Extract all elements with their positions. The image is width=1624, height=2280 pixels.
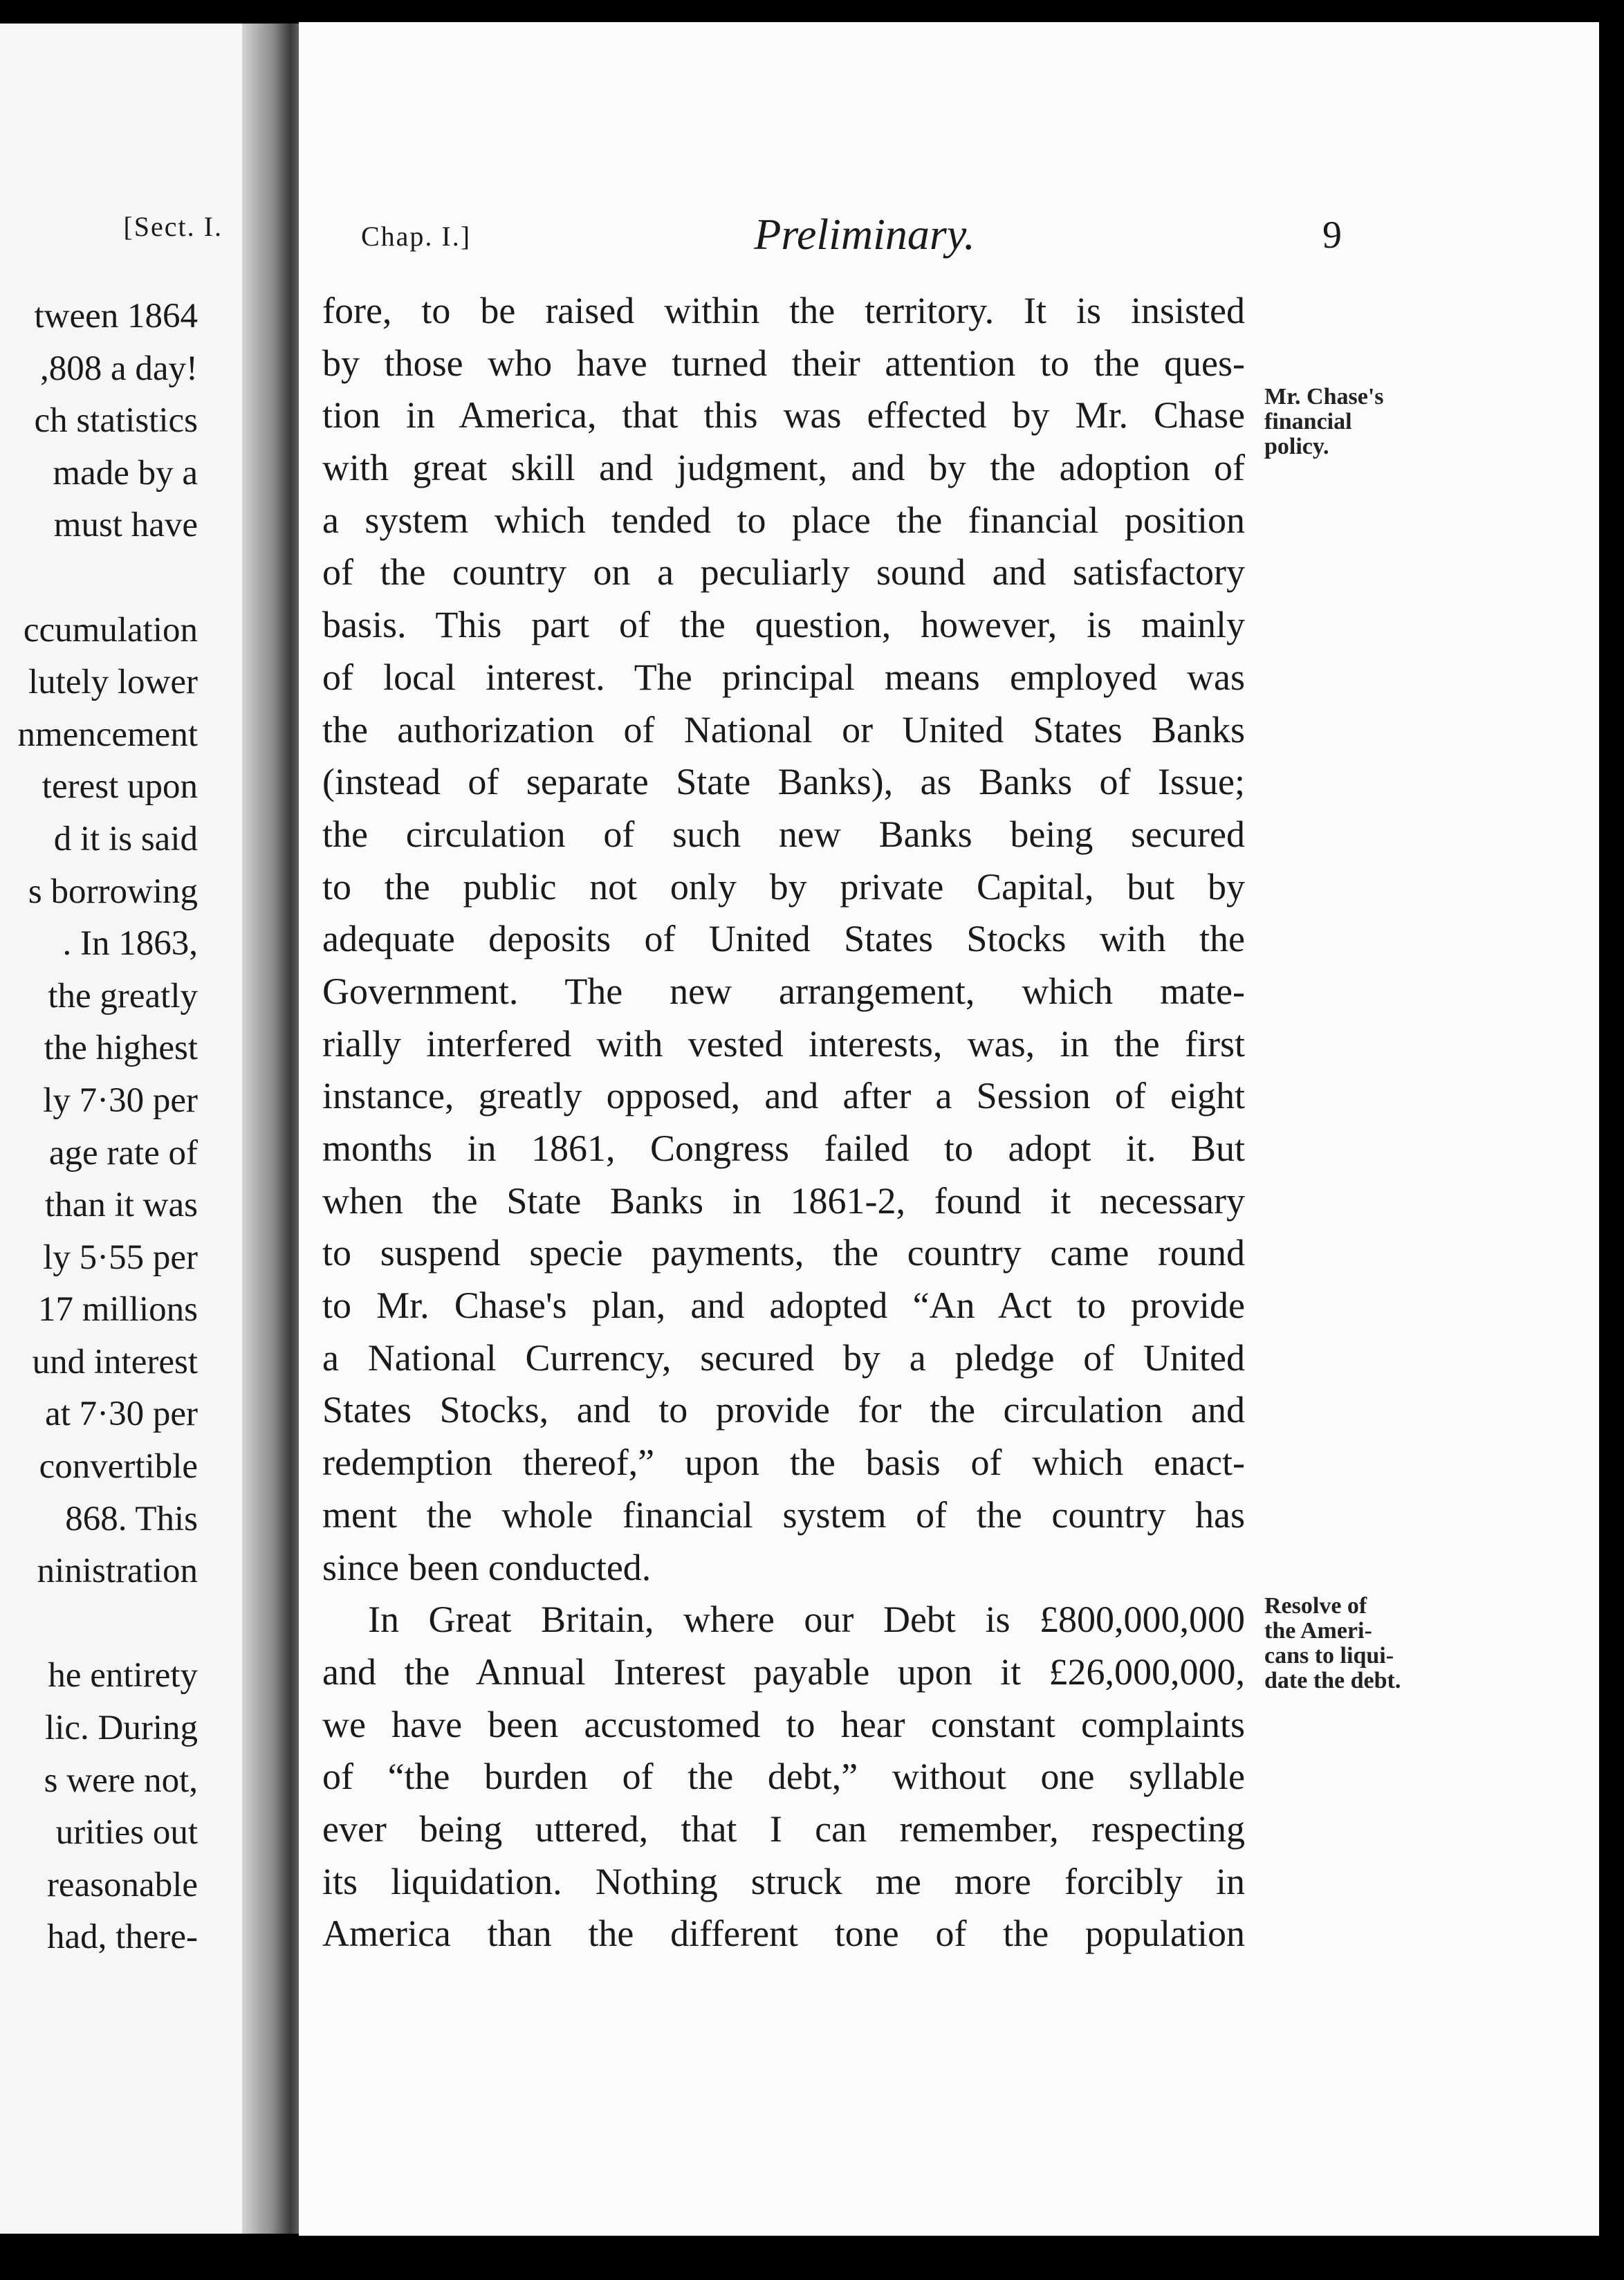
text-line: since been conducted. (322, 1546, 652, 1588)
left-line: s were not, (44, 1760, 198, 1800)
text-line: of “the burden of the debt,” without one syllable (322, 1756, 1245, 1798)
left-line: ccumulation (23, 610, 198, 650)
text-line: In Great Britain, where our Debt is £800,000,000 (368, 1599, 1245, 1641)
text-line: rially interfered with vested interests, was, in the first (322, 1022, 1245, 1065)
left-line: must have (53, 506, 198, 545)
text-line: we have been accustomed to hear constant complaints (322, 1703, 1245, 1745)
marginal-note-line: Mr. Chase's (1264, 384, 1384, 410)
left-line: . In 1863, (62, 924, 198, 964)
left-line: lutely lower (28, 663, 198, 702)
left-line: urities out (55, 1813, 198, 1852)
left-line: ,808 a day! (39, 349, 198, 388)
chapter-label: Chap. I.] (361, 221, 472, 252)
left-line: made by a (53, 453, 198, 493)
text-line: basis. This part of the question, however, is mainly (322, 604, 1245, 646)
text-line: adequate deposits of United States Stocks with the (322, 918, 1245, 960)
text-line: (instead of separate State Banks), as Banks of Issue; (322, 761, 1245, 803)
left-line: terest upon (41, 767, 198, 807)
body-text (322, 285, 1245, 1960)
text-line: to the public not only by private Capital, but by (322, 865, 1245, 908)
text-line: States Stocks, and to provide for the circulation and (322, 1389, 1245, 1431)
marginal-note-line: policy. (1264, 434, 1329, 459)
left-line: than it was (45, 1186, 198, 1225)
left-line: reasonable (46, 1865, 198, 1904)
left-line: the highest (44, 1029, 198, 1068)
text-line: of the country on a peculiarly sound and satisfactory (322, 551, 1245, 594)
left-line: 17 millions (38, 1290, 198, 1330)
left-line: ch statistics (34, 401, 198, 441)
marginal-note-line: Resolve of (1264, 1593, 1367, 1619)
left-line: d it is said (53, 819, 198, 858)
left-line (0, 1598, 198, 1651)
left-line: ly 7·30 per (43, 1081, 198, 1120)
text-line: tion in America, that this was effected by Mr. Chase (322, 394, 1245, 436)
left-line: tween 1864 (34, 297, 198, 335)
text-line: by those who have turned their attention to the ques- (322, 342, 1245, 384)
marginal-note-resolve-debt (1264, 1594, 1401, 1693)
text-line: of local interest. The principal means employed was (322, 656, 1245, 698)
text-line: instance, greatly opposed, and after a Session of eight (322, 1075, 1245, 1117)
text-line: redemption thereof,” upon the basis of which enact- (322, 1442, 1245, 1484)
left-line: ninistration (37, 1552, 198, 1591)
text-line: when the State Banks in 1861-2, found it necessary (322, 1179, 1245, 1222)
marginal-note-line: date the debt. (1264, 1668, 1401, 1693)
left-line: s borrowing (28, 872, 198, 911)
text-line: to suspend specie payments, the country came round (322, 1232, 1245, 1274)
marginal-note-chase-policy (1264, 385, 1384, 459)
text-line: months in 1861, Congress failed to adopt it. But (322, 1128, 1245, 1169)
left-line: 868. This (65, 1499, 198, 1538)
left-line (0, 552, 198, 605)
marginal-note-line: the Ameri- (1264, 1618, 1372, 1644)
text-line: Government. The new arrangement, which mate- (322, 970, 1245, 1012)
left-line: lic. During (45, 1709, 198, 1748)
text-line: ever being uttered, that I can remember, respecting (322, 1808, 1245, 1850)
left-line: ly 5·55 per (43, 1238, 198, 1277)
text-line: a National Currency, secured by a pledge of United (322, 1336, 1245, 1379)
text-line: fore, to be raised within the territory. It is insisted (322, 290, 1245, 331)
text-line: the circulation of such new Banks being secured (322, 813, 1245, 855)
left-line: at 7·30 per (45, 1395, 198, 1434)
left-line: convertible (39, 1447, 198, 1487)
left-page-text (0, 291, 198, 1964)
marginal-note-line: cans to liqui- (1264, 1643, 1394, 1668)
left-line: age rate of (48, 1133, 198, 1173)
left-line: had, there- (46, 1918, 198, 1957)
text-line: a system which tended to place the financial position (322, 499, 1245, 541)
left-running-head: [Sect. I. (123, 211, 223, 242)
page-number: 9 (1322, 214, 1342, 257)
left-line: nmencement (17, 715, 198, 754)
left-line: the greatly (48, 976, 198, 1015)
running-head (332, 210, 1535, 263)
marginal-note-line: financial (1264, 409, 1352, 434)
text-line: ment the whole financial system of the country has (322, 1493, 1245, 1536)
page-title: Preliminary. (754, 210, 975, 259)
left-line: und interest (32, 1342, 198, 1381)
text-line: with great skill and judgment, and by the adoption of (322, 447, 1245, 489)
text-line: its liquidation. Nothing struck me more forcibly in (322, 1860, 1245, 1902)
previous-page (0, 24, 259, 2234)
left-line: he entirety (48, 1656, 198, 1695)
current-page (299, 22, 1599, 2236)
text-line: to Mr. Chase's plan, and adopted “An Act to provide (322, 1285, 1245, 1327)
text-line: the authorization of National or United States Banks (322, 708, 1245, 751)
text-line: America than the different tone of the population (322, 1913, 1245, 1955)
text-line: and the Annual Interest payable upon it £26,000,000, (322, 1651, 1245, 1693)
